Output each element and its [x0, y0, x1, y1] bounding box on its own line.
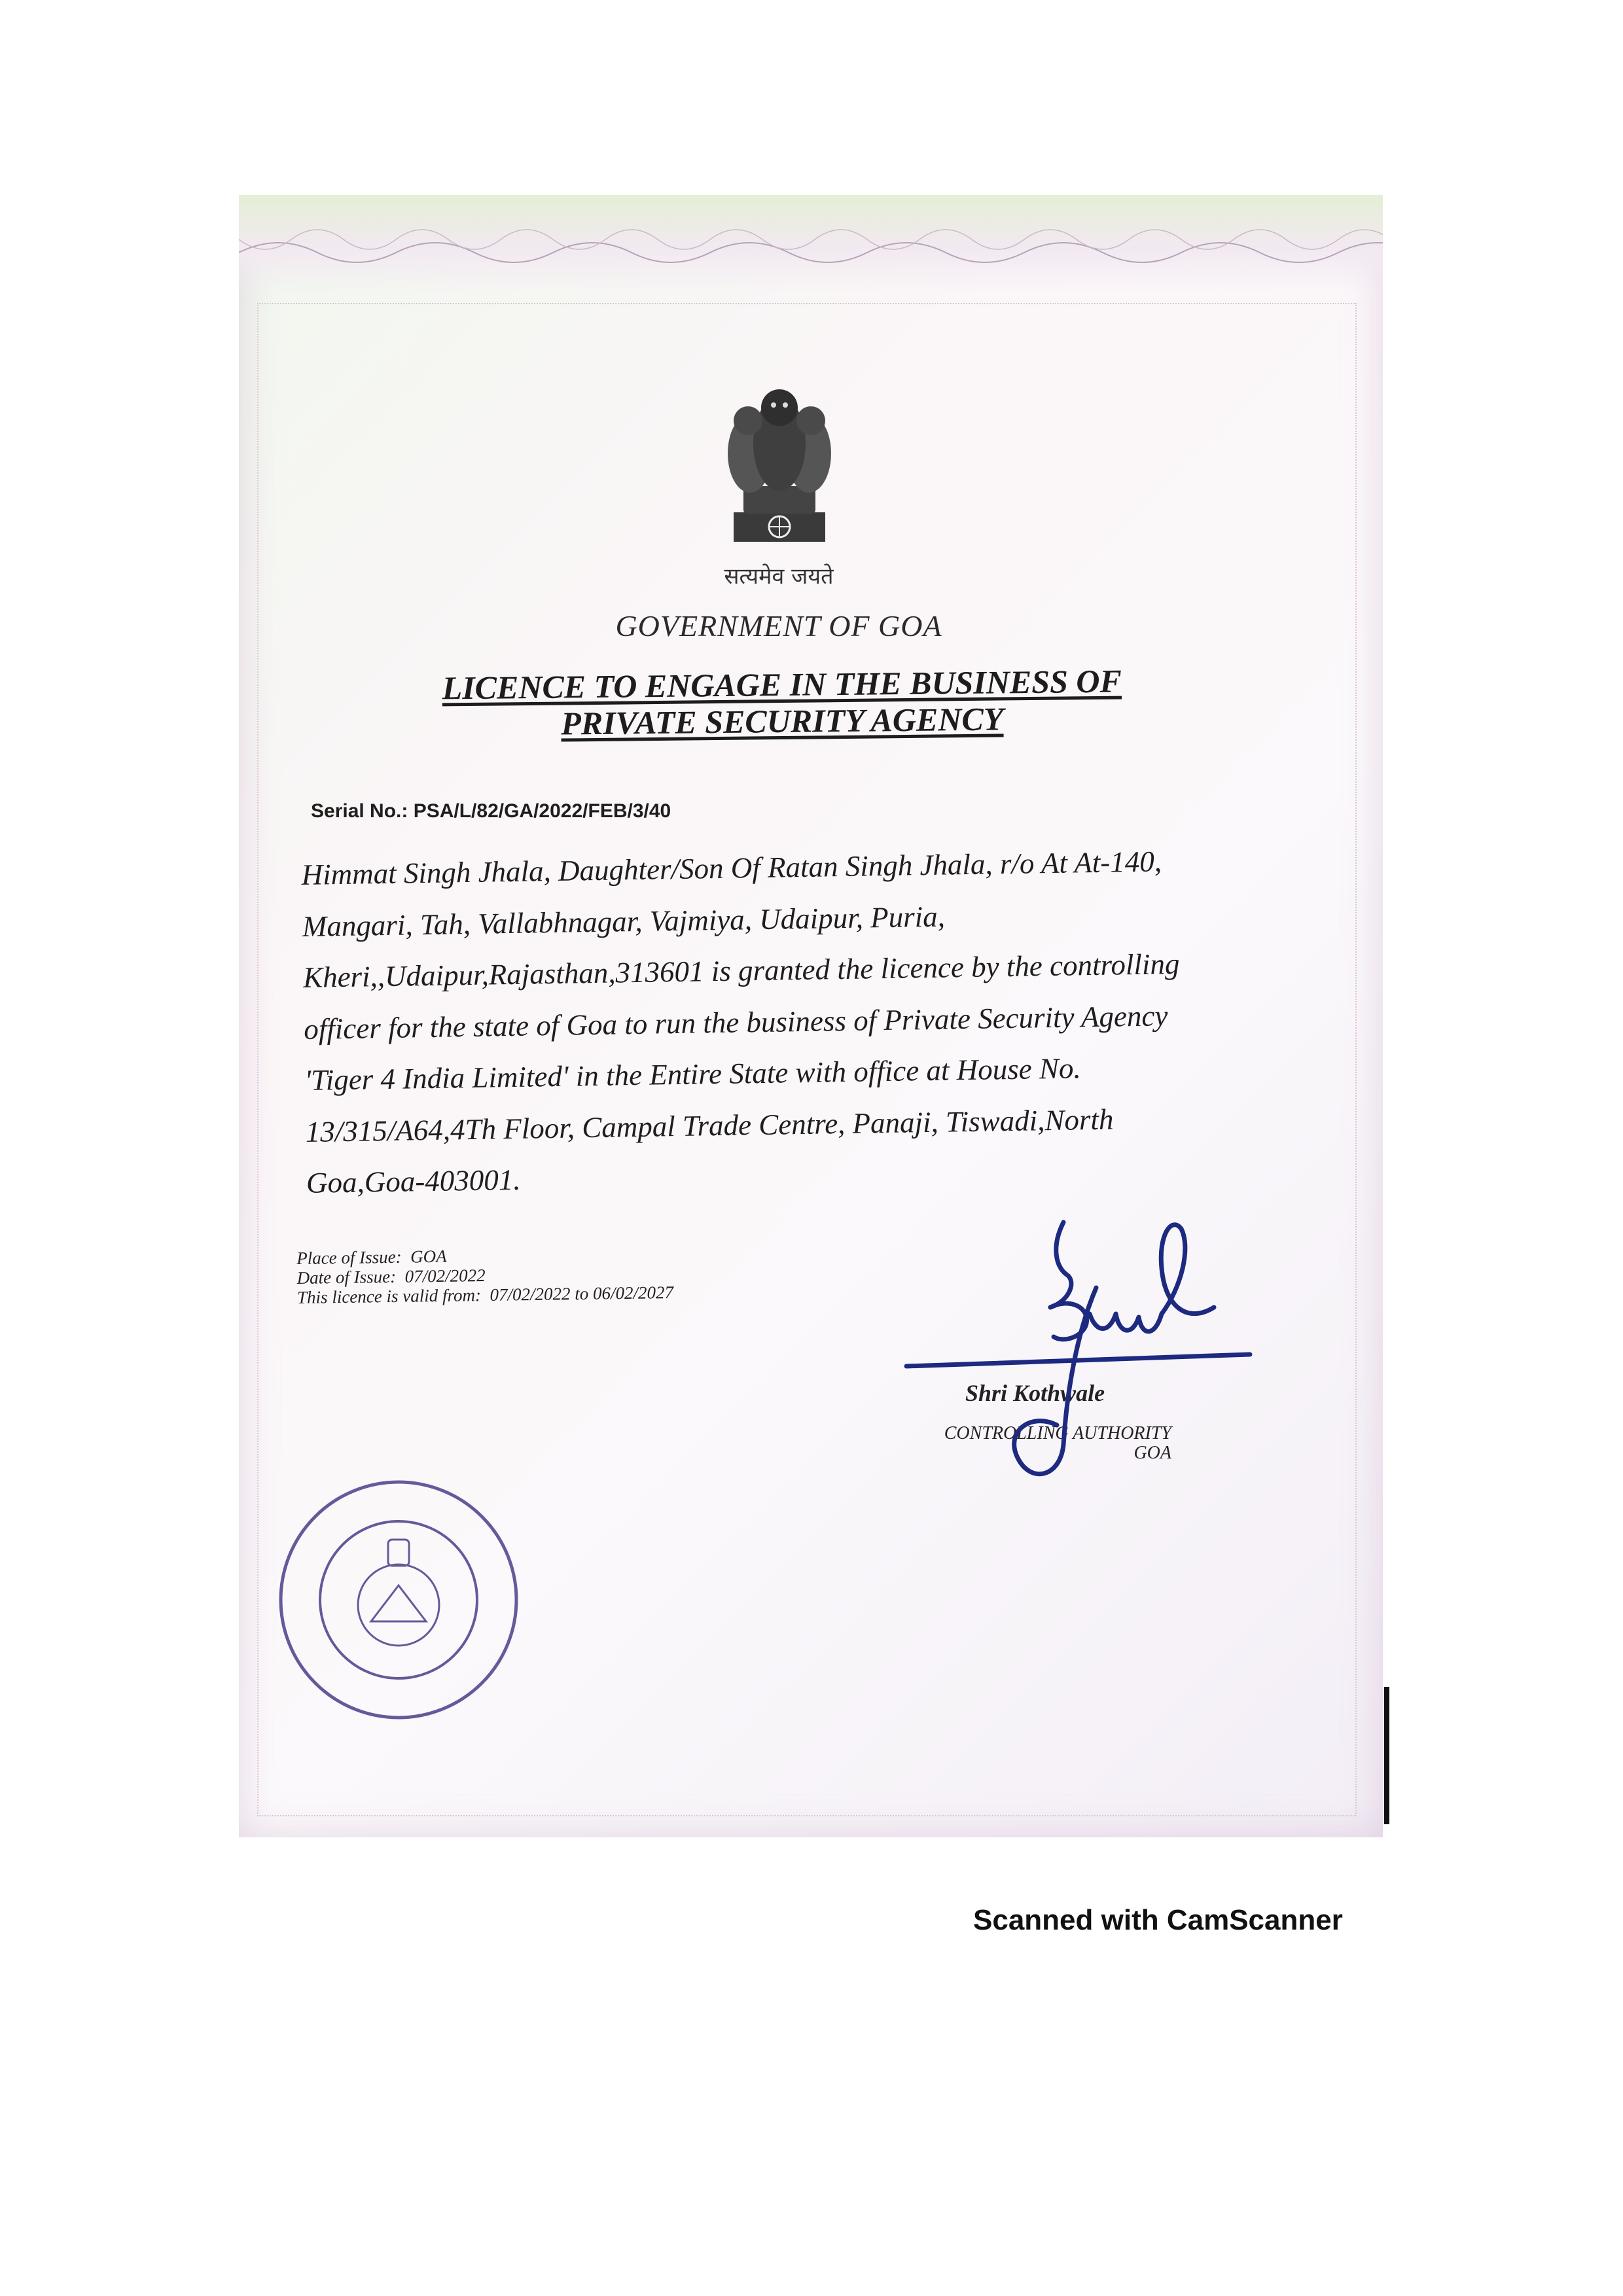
licence-title [356, 662, 1207, 744]
body-line: 'Tiger 4 India Limited' in the Entire State with office at House No. [304, 1051, 1082, 1097]
serial-number: Serial No.: PSA/L/82/GA/2022/FEB/3/40 [311, 800, 671, 822]
validity-value: 07/02/2022 to 06/02/2027 [490, 1282, 674, 1305]
body-line: Himmat Singh Jhala, Daughter/Son Of Ratan Singh Jhala, r/o At At-140, [301, 845, 1162, 891]
date-of-issue-value: 07/02/2022 [404, 1265, 486, 1286]
place-of-issue-value: GOA [410, 1246, 447, 1267]
body-line: Mangari, Tah, Vallabhnagar, Vajmiya, Udaipur, Puria, [302, 900, 946, 943]
signatory-title: CONTROLLING AUTHORITY [944, 1423, 1171, 1443]
licence-body [301, 835, 1222, 1209]
body-line: Kheri,,Udaipur,Rajasthan,313601 is granted the licence by the controlling [302, 947, 1180, 994]
national-emblem-icon [707, 381, 851, 552]
signature-icon [900, 1209, 1266, 1491]
scan-edge [1384, 1687, 1389, 1824]
validity-label: This licence is valid from: [296, 1285, 482, 1307]
body-line: officer for the state of Goa to run the business of Private Security Agency [303, 998, 1168, 1046]
body-line: Goa,Goa-403001. [306, 1163, 521, 1199]
date-of-issue-label: Date of Issue: [296, 1266, 397, 1288]
office-seal-icon [273, 1474, 525, 1726]
emblem-motto: सत्यमेव जयते [724, 563, 834, 590]
decorative-top-band [239, 226, 1383, 266]
body-line: 13/315/A64,4Th Floor, Campal Trade Centre, Panaji, Tiswadi,North [305, 1103, 1114, 1148]
licence-title-line-1: LICENCE TO ENGAGE IN THE BUSINESS OF [442, 662, 1122, 707]
scanner-footer: Scanned with CamScanner [973, 1904, 1343, 1936]
licence-title-line-2: PRIVATE SECURITY AGENCY [560, 700, 1004, 742]
licence-certificate [239, 195, 1383, 1837]
place-of-issue-label: Place of Issue: [296, 1246, 402, 1268]
government-title: GOVERNMENT OF GOA [615, 609, 942, 643]
signatory-name: Shri Kothwale [965, 1380, 1105, 1406]
signatory-location: GOA [1133, 1443, 1171, 1463]
issue-details [296, 1243, 673, 1307]
